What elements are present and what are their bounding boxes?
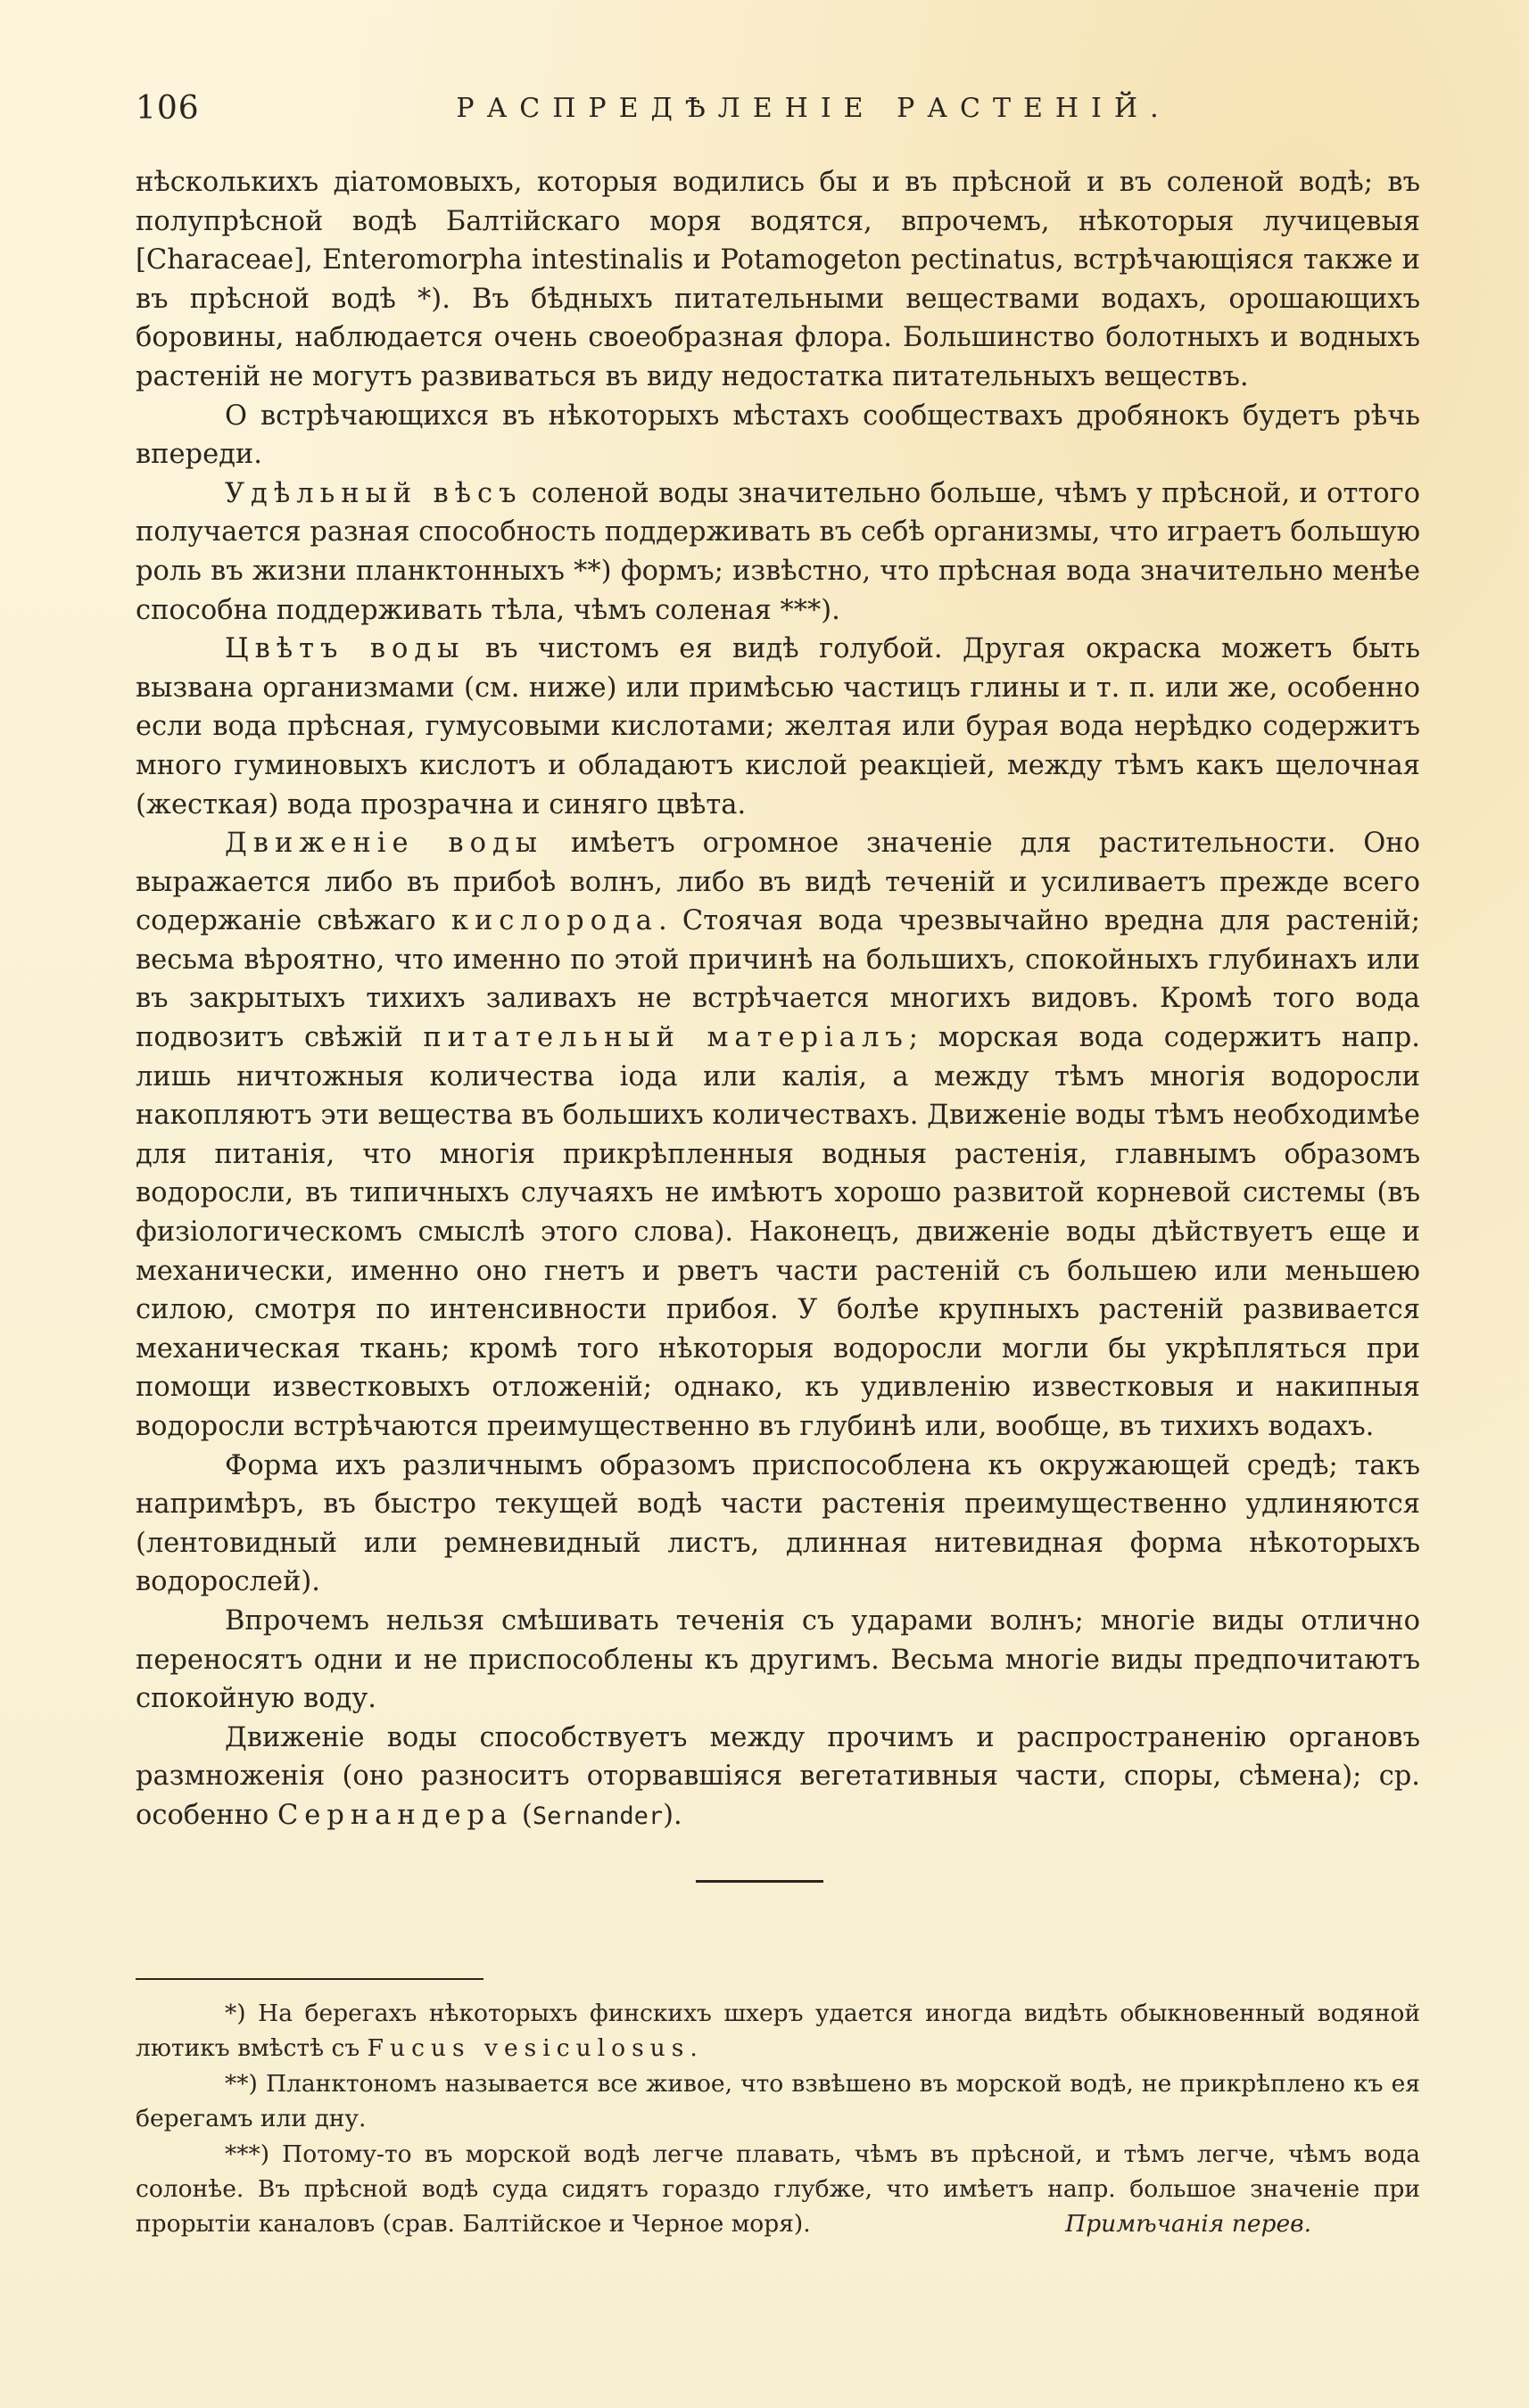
paragraph-6: Форма ихъ различнымъ образомъ приспособлена къ окружающей средѣ; такъ напримѣръ, въ быстро текущей водѣ части растенія преимущественно удлиняются (лентовидный или ремневидный листъ, длинная нитевидная форма нѣкоторыхъ водорослей).	[136, 1449, 1420, 1598]
body-text	[136, 163, 1420, 1836]
paragraph-1: нѣсколькихъ діатомовыхъ, которыя водились бы и въ прѣсной и въ соленой водѣ; въ полупрѣсной водѣ Балтійскаго моря водятся, впрочемъ, нѣкоторыя лучицевыя [Characeae], Enteromorpha intestinalis и Potamogeton pectinatus, встрѣчающіяся также и въ прѣсной водѣ *). Въ бѣдныхъ питательными веществами водахъ, орошающихъ боровины, наблюдается очень своеобразная флора. Большинство болотныхъ и водныхъ растеній не могутъ развиваться въ виду недостатка питательныхъ веществъ.	[136, 167, 1420, 392]
paragraph-8-text-a: Движеніе воды способствуетъ между прочимъ и распространенію органовъ размноженія (оно разноситъ оторвавшіяся вегетативныя части, споры, сѣмена); ср. особенно	[136, 1721, 1420, 1831]
paragraph-5	[136, 824, 1420, 1447]
paragraph-8	[136, 1719, 1420, 1836]
paragraph-4	[136, 630, 1420, 824]
page-number: 106	[136, 90, 200, 127]
footnote-2: **) Планктономъ называется все живое, что взвѣшено въ морской водѣ, не прикрѣплено къ ея берегамъ или дну.	[136, 2069, 1420, 2133]
spaced-term-water-color: Цвѣтъ воды	[225, 633, 466, 665]
footnote-3-text: ***) Потому-то въ морской водѣ легче плавать, чѣмъ въ прѣсной, и тѣмъ легче, чѣмъ вода солонѣе. Въ прѣсной водѣ суда сидятъ гораздо глубже, что имѣетъ напр. большое значеніе при прорытіи каналовъ (срав. Балтійское и Черное моря).	[136, 2140, 1420, 2239]
section-end-rule	[696, 1880, 823, 1883]
author-name-sernander: Сернандера	[277, 1799, 514, 1831]
paragraph-3-text: соленой воды значительно больше, чѣмъ у прѣсной, и оттого получается разная способность поддерживать въ себѣ организмы, что играетъ большую роль въ жизни планктонныхъ **) формъ; извѣстно, что прѣсная вода значительно менѣе способна поддерживать тѣла, чѣмъ соленая ***).	[136, 477, 1420, 626]
spaced-term-water-movement: Движеніе воды	[225, 828, 544, 860]
footnotes	[136, 1996, 1420, 2242]
spaced-term-nutrient-material: питательный матеріалъ	[423, 1022, 909, 1054]
paragraph-5-text-c: ; морская вода содержитъ напр. лишь ничтожныя количества іода или калія, а между тѣмъ многія водоросли накопляютъ эти вещества въ большихъ количествахъ. Движеніе воды тѣмъ необходимѣе для питанія, что многія прикрѣпленныя водныя растенія, главнымъ образомъ водоросли, въ типичныхъ случаяхъ не имѣютъ хорошо развитой корневой системы (въ физіологическомъ смыслѣ этого слова). Наконецъ, движеніе воды дѣйствуетъ еще и механически, именно оно гнетъ и рветъ части растеній съ большею или меньшею силою, смотря по интенсивности прибоя. У болѣе крупныхъ растеній развивается механическая ткань; кромѣ того нѣкоторыя водоросли могли бы укрѣпляться при помощи известковыхъ отложеній; однако, къ удивленію известковыя и накипныя водоросли встрѣчаются преимущественно въ глубинѣ или, вообще, въ тихихъ водахъ.	[136, 1022, 1420, 1442]
paragraph-4-text: въ чистомъ ея видѣ голубой. Другая окраска можетъ быть вызвана организмами (см. ниже) или примѣсью частицъ глины и т. п. или же, особенно если вода прѣсная, гумусовыми кислотами; желтая или бурая вода нерѣдко содержитъ много гуминовыхъ кислотъ и обладаютъ кислой реакціей, между тѣмъ какъ щелочная (жесткая) вода прозрачна и синяго цвѣта.	[136, 633, 1420, 821]
paragraph-7: Впрочемъ нельзя смѣшивать теченія съ ударами волнъ; многіе виды отлично переносятъ одни и не приспособлены къ другимъ. Весьма многіе виды предпочитаютъ спокойную воду.	[136, 1604, 1420, 1715]
paragraph-2: О встрѣчающихся въ нѣкоторыхъ мѣстахъ сообществахъ дробянокъ будетъ рѣчь впереди.	[136, 400, 1420, 471]
spaced-term-oxygen: кислорода	[450, 905, 658, 937]
footnote-1	[136, 1996, 1420, 2066]
footnote-separator	[136, 1978, 483, 1980]
footnote-1-end: .	[690, 2034, 698, 2063]
footnote-3	[136, 2137, 1420, 2242]
latin-name-sernander: Sernander	[532, 1802, 664, 1830]
paragraph-5-text-a: имѣетъ огромное значеніе для растительности. Оно выражается либо въ прибоѣ волнъ, либо въ видѣ теченій и усиливаетъ прежде всего содержаніе свѣжаго	[136, 828, 1420, 937]
translator-note-signature: Примѣчанія перев.	[1065, 2210, 1311, 2239]
footnote-1-text: *) На берегахъ нѣкоторыхъ финскихъ шхеръ удается иногда видѣть обыкновенный водяной лютикъ вмѣстѣ съ	[136, 2000, 1420, 2063]
page-header	[136, 86, 1420, 132]
paragraph-5-text-b: . Стоячая вода чрезвычайно вредна для растеній; весьма вѣроятно, что именно по этой причинѣ на большихъ, спокойныхъ глубинахъ или въ закрытыхъ тихихъ заливахъ не встрѣчается многихъ видовъ. Кромѣ того вода подвозитъ свѣжій	[136, 905, 1420, 1054]
paragraph-8-text-c: ).	[663, 1799, 682, 1831]
running-title: РАСПРЕДѢЛЕНІЕ РАСТЕНІЙ.	[456, 93, 1171, 124]
paragraph-8-text-b: (	[513, 1799, 533, 1831]
paragraph-3	[136, 474, 1420, 630]
spaced-term-specific-weight: Удѣльный вѣсъ	[225, 477, 523, 509]
footnote-1-latin: Fucus vesiculosus	[367, 2034, 690, 2063]
